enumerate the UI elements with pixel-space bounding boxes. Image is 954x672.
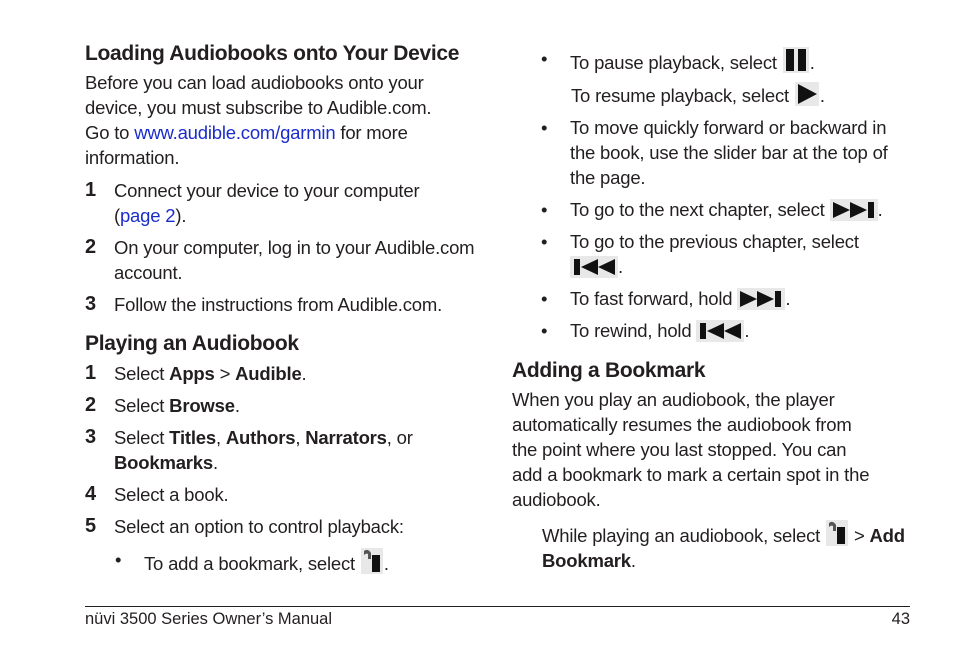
- heading-loading-audiobooks: Loading Audiobooks onto Your Device: [85, 42, 460, 65]
- resume-line: To resume playback, select .: [512, 81, 922, 108]
- bullet-previous-chapter: • To go to the previous chapter, select .: [541, 231, 859, 277]
- bullet-next-chapter: • To go to the next chapter, select .: [541, 199, 883, 220]
- bullet-rewind: • To rewind, hold .: [541, 320, 750, 341]
- bullet-add-bookmark: • To add a bookmark, select .: [115, 549, 389, 574]
- bullet-fast-forward: • To fast forward, hold .: [541, 288, 791, 309]
- play-icon: [794, 81, 820, 107]
- footer-manual-title: nüvi 3500 Series Owner’s Manual: [85, 610, 333, 628]
- play-step-2: 2 Select Browse.: [85, 394, 240, 416]
- step-login: 2 On your computer, log in to your Audible.com account.: [85, 236, 475, 283]
- intro-paragraph: Before you can load audiobooks onto your device, you must subscribe to Audible.com. Go to www.audible.com/garmin for more information.: [85, 72, 432, 168]
- left-column: [85, 40, 495, 576]
- rewind-icon: [696, 320, 744, 342]
- play-step-5: 5 Select an option to control playback:: [85, 515, 404, 537]
- bullet-move: • To move quickly forward or backward in the book, use the slider bar at the top of the page.: [541, 117, 888, 188]
- play-step-4: 4 Select a book.: [85, 483, 229, 505]
- footer-divider: [85, 606, 910, 607]
- bookmark-instruction: While playing an audiobook, select > Add Bookmark.: [512, 519, 922, 573]
- bookmark-paragraph: When you play an audiobook, the player automatically resumes the audiobook from the point where you last stopped. You can add a bookmark to mark a certain spot in the audiobook.: [512, 389, 870, 510]
- pause-icon: [782, 46, 810, 74]
- play-step-3: 3 Select Titles, Authors, Narrators, or Bookmarks.: [85, 426, 413, 473]
- heading-adding-bookmark: Adding a Bookmark: [512, 359, 706, 382]
- bookmark-icon: [825, 519, 849, 547]
- heading-playing-audiobook: Playing an Audiobook: [85, 332, 299, 355]
- fast-forward-icon: [737, 288, 785, 310]
- bookmark-icon: [360, 547, 384, 575]
- bullet-pause: • To pause playback, select .: [541, 48, 815, 73]
- page-number: 43: [891, 610, 910, 628]
- step-follow: 3 Follow the instructions from Audible.com.: [85, 293, 443, 315]
- play-step-1: 1 Select Apps > Audible.: [85, 362, 307, 384]
- step-connect: 1 Connect your device to your computer (page 2).: [85, 179, 420, 226]
- page-2-link[interactable]: page 2: [119, 205, 176, 226]
- audible-link[interactable]: www.audible.com/garmin: [134, 122, 336, 143]
- previous-chapter-icon: [570, 256, 618, 278]
- right-column: [512, 46, 922, 573]
- next-chapter-icon: [830, 199, 878, 221]
